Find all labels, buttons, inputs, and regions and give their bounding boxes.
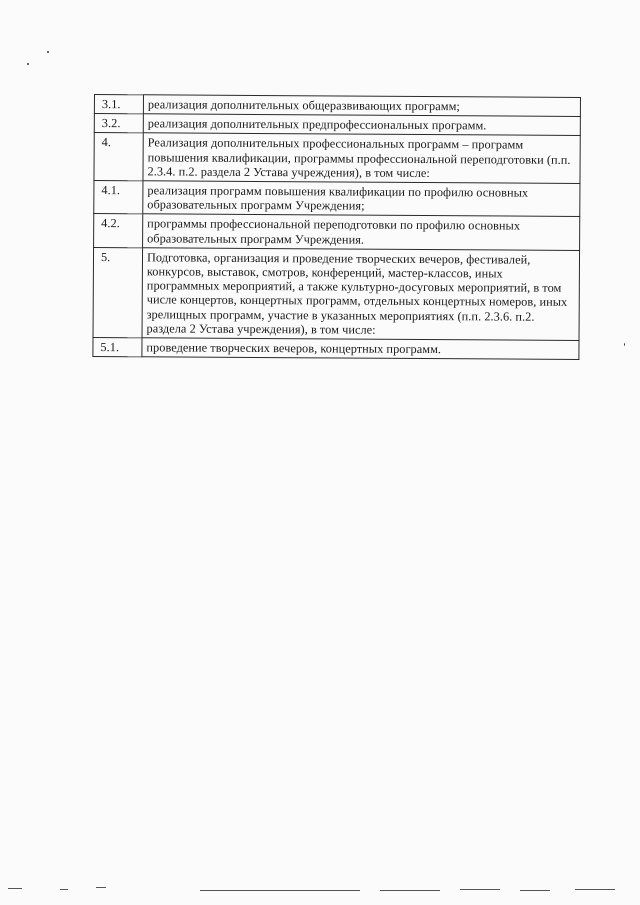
scan-dash xyxy=(200,890,360,891)
scan-dash xyxy=(380,890,440,891)
row-number: 5. xyxy=(93,247,143,338)
row-text: реализация программ повышения квалификации по профилю основных образовательных программ Учреждения; xyxy=(143,181,580,217)
row-number: 4. xyxy=(94,133,143,181)
row-text: программы профессиональной переподготовки по профилю основных образовательных программ Учреждения. xyxy=(143,214,580,250)
scan-dash xyxy=(520,890,550,891)
row-text: реализация дополнительных предпрофессиональных программ. xyxy=(143,114,580,136)
services-table xyxy=(92,94,581,360)
scan-dash xyxy=(96,887,106,888)
row-text: реализация дополнительных общеразвивающих программ; xyxy=(143,95,580,117)
row-text: проведение творческих вечеров, концертных программ. xyxy=(142,338,579,360)
scan-dash xyxy=(460,889,500,890)
scan-dash xyxy=(575,889,615,890)
row-number: 4.2. xyxy=(94,214,143,248)
row-number: 5.1. xyxy=(93,338,142,358)
row-number: 4.1. xyxy=(94,181,143,215)
table-row xyxy=(93,247,580,340)
table-row xyxy=(94,214,580,250)
table-row xyxy=(94,181,580,217)
row-text: Реализация дополнительных профессиональных программ – программ повышения квалификации, программы профессиональной переподготовки (п.п. 2.3.4. п.2. раздела 2 Устава учреждения), в том числе: xyxy=(143,133,580,183)
scan-dash xyxy=(60,889,68,890)
scan-speck xyxy=(47,51,49,53)
scan-speck xyxy=(27,63,29,65)
scan-dash xyxy=(8,888,22,889)
scan-edge-artifacts xyxy=(0,886,640,892)
row-text: Подготовка, организация и проведение творческих вечеров, фестивалей, конкурсов, выставок, смотров, конференций, мастер-классов, иных программных мероприятий, а также культурно-досуговых мероприятий, в том числе концертов, концертных программ, отдельных концертных номеров, иных зрелищных программ, участие в указанных мероприятиях (п.п. 2.3.6. п.2. раздела 2 Устава учреждения), в том числе: xyxy=(142,248,580,341)
table-row xyxy=(93,338,579,360)
scan-speck xyxy=(624,343,625,346)
table-row xyxy=(94,133,580,184)
row-number: 3.2. xyxy=(94,114,143,134)
row-number: 3.1. xyxy=(94,95,143,115)
